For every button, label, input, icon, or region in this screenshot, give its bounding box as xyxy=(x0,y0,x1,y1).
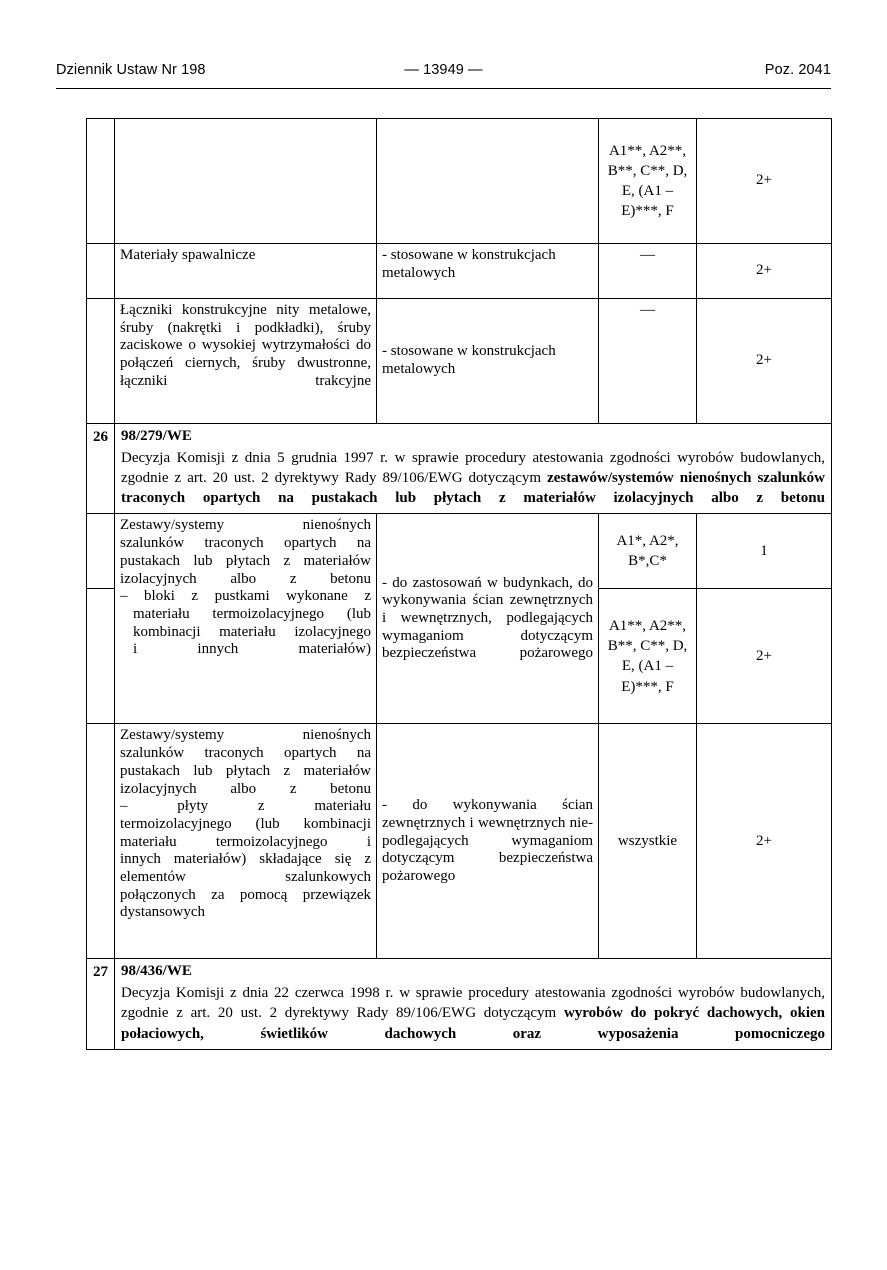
cell-systems: A1**, A2**, B**, C**, D, E, (A1 – E)***, F xyxy=(599,589,697,724)
product-line: dystansowych xyxy=(120,904,205,921)
section-text-plain: Decyzja Komisji z dnia 22 czerwca 1998 r. w sprawie procedury atestowania zgodności wyrobów budowlanych, zgodnie z art. 20 ust. 2 dyrektywy Rady 89/106/EWG dotyczącym xyxy=(121,985,825,1022)
section-text-bold: zestawów/systemów nienośnych szalunków traconych opartych na pustakach lub płytach z materiałów izolacyjnych albo z betonu xyxy=(121,469,825,507)
cell-attestation: 2+ xyxy=(697,244,832,299)
section-text xyxy=(121,983,825,1044)
product-line: termoizolacyjnego (lub kombinacji xyxy=(120,815,371,832)
product-line: i innych materiałów) xyxy=(133,641,371,658)
section-code: 98/279/WE xyxy=(121,428,192,444)
section-text-plain: Decyzja Komisji z dnia 5 grudnia 1997 r. w sprawie procedury atestowania zgodności wyrobów budowlanych, zgodnie z art. 20 ust. 2 dyrektywy Rady 89/106/EWG dotyczącym xyxy=(121,449,825,486)
section-heading-27 xyxy=(115,959,832,1049)
cell-systems: wszystkie xyxy=(599,724,697,959)
cell-number xyxy=(87,589,115,724)
product-line: Zestawy/systemy nienośnych xyxy=(120,517,371,534)
product-line: materiału termoizolacyjnego i xyxy=(120,833,371,850)
product-line: połączonych za pomocą przewiązek xyxy=(120,886,371,903)
cell-attestation: 2+ xyxy=(697,119,832,244)
cell-systems: — xyxy=(599,244,697,299)
product-line: szalunków traconych opartych na xyxy=(120,745,371,762)
product-line: izolacyjnych albo z betonu xyxy=(120,570,371,587)
cell-use: - stosowane w konstrukcjach metalowych xyxy=(377,244,599,299)
cell-number xyxy=(87,724,115,959)
product-line: szalunków traconych opartych na xyxy=(120,535,371,552)
cell-systems: A1**, A2**, B**, C**, D, E, (A1 – E)***, F xyxy=(599,119,697,244)
cell-use: - stosowane w konstrukcjach metalowych xyxy=(377,299,599,424)
section-heading-row xyxy=(87,424,832,514)
section-heading-row xyxy=(87,959,832,1049)
section-text xyxy=(121,448,825,509)
header-right: Poz. 2041 xyxy=(764,62,831,78)
header-divider xyxy=(56,88,831,89)
cell-number xyxy=(87,244,115,299)
product-line: elementów szalunkowych xyxy=(120,868,371,885)
cell-product xyxy=(115,119,377,244)
cell-product: Łączniki konstrukcyjne nity metalowe, śruby (nakrętki i podkładki), śruby zaciskowe o wysokiej wytrzymałości do połączeń ciernych, śruby dwustronne, łączniki trakcyjne xyxy=(115,299,377,424)
product-line: Zestawy/systemy nienośnych xyxy=(120,727,371,744)
product-main-text xyxy=(120,517,371,588)
regulation-table xyxy=(86,118,832,1050)
page-header xyxy=(56,62,831,86)
table-row xyxy=(87,119,832,244)
table-row xyxy=(87,514,832,589)
product-line: – płyty z materiału xyxy=(120,798,371,815)
cell-attestation: 1 xyxy=(697,514,832,589)
product-line: materiału termoizolacyjnego (lub xyxy=(133,605,371,622)
cell-attestation: 2+ xyxy=(697,299,832,424)
product-line: pustakach lub płytach z materiałów xyxy=(120,552,371,569)
cell-product xyxy=(115,514,377,724)
cell-product: Materiały spawalnicze xyxy=(115,244,377,299)
cell-number: 26 xyxy=(87,424,115,514)
table-row xyxy=(87,299,832,424)
header-left: Dziennik Ustaw Nr 198 xyxy=(56,62,206,78)
cell-attestation: 2+ xyxy=(697,724,832,959)
cell-number xyxy=(87,299,115,424)
product-line: – bloki z pustkami wykonane z xyxy=(120,588,371,605)
section-code: 98/436/WE xyxy=(121,963,192,980)
cell-product xyxy=(115,724,377,959)
table-row xyxy=(87,724,832,959)
header-center: — 13949 — xyxy=(404,62,483,78)
cell-number: 27 xyxy=(87,959,115,1049)
cell-systems: — xyxy=(599,299,697,424)
cell-attestation: 2+ xyxy=(697,589,832,724)
product-bullet-text xyxy=(120,588,371,659)
cell-use: - do wykonywania ścian zewnętrznych i wewnętrznych nie-podlegających wymaganiom dotyczącym bezpieczeństwa pożarowego xyxy=(377,724,599,959)
cell-number xyxy=(87,119,115,244)
section-text-bold: wyrobów do pokryć dachowych, okien połaciowych, świetlików dachowych oraz wyposażenia pomocniczego xyxy=(121,1005,825,1042)
cell-use: - do zastosowań w budynkach, do wykonywania ścian zewnętrznych i wewnętrznych, podlegających wymaganiom dotyczącym bezpieczeństwa pożarowego xyxy=(377,514,599,724)
cell-use xyxy=(377,119,599,244)
cell-number xyxy=(87,514,115,589)
cell-systems: A1*, A2*, B*,C* xyxy=(599,514,697,589)
product-line: izolacyjnych albo z betonu xyxy=(120,780,371,797)
product-line: pustakach lub płytach z materiałów xyxy=(120,762,371,779)
product-main-text xyxy=(120,727,371,922)
table-row xyxy=(87,244,832,299)
product-line: kombinacji materiału izolacyjnego xyxy=(133,623,371,640)
section-heading-26 xyxy=(115,424,832,514)
product-line: innych materiałów) składające się z xyxy=(120,851,371,868)
